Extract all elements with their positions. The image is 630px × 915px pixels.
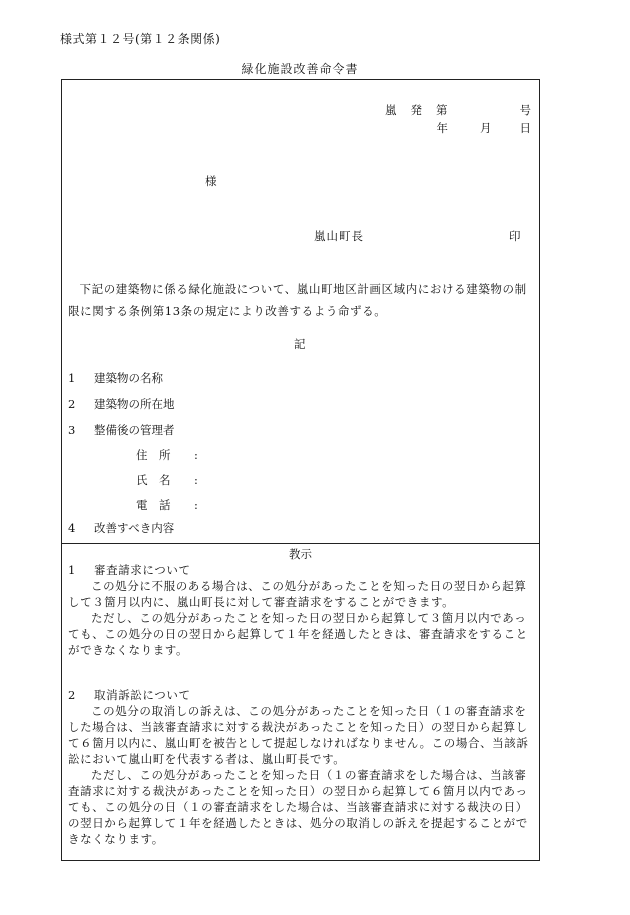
section-paragraph: この処分に不服のある場合は、この処分があったことを知った日の翌日から起算して３箇月以内に、嵐山町長に対して審査請求をすることができます。	[68, 579, 527, 609]
section-paragraph: この処分の取消しの訴えは、この処分があったことを知った日（１の審査請求をした場合は、当該審査請求に対する裁決があったことを知った日）の翌日から起算して６箇月以内に、嵐山町を被告として提起しなければなりません。この場合、当該訴訟において嵐山町を代表する者は、嵐山町長です。	[68, 704, 529, 766]
item-label: 整備後の管理者	[94, 423, 175, 437]
order-form-frame	[61, 79, 540, 861]
item-building-name	[68, 370, 163, 386]
item-label: 改善すべき内容	[94, 521, 175, 535]
addressee-suffix: 様	[205, 174, 217, 188]
instruction-section	[62, 544, 539, 860]
date-year: 年	[436, 121, 448, 135]
notice-hatsu: 発	[410, 103, 422, 117]
field-colon: :	[194, 448, 198, 462]
section-number: 2	[68, 688, 76, 702]
section-paragraph: ただし、この処分があったことを知った日（１の審査請求をした場合は、当該審査請求に対する裁決があったことを知った日）の翌日から起算して６箇月以内であっても、この処分の日（１の審査請求をした場合は、当該審査請求に対する裁決の日）の翌日から起算して１年を経過したときは、処分の取消しの訴えを提起することができなくなります。	[68, 768, 528, 846]
seal-mark: 印	[509, 229, 521, 243]
ki-heading: 記	[294, 337, 306, 351]
item-number: 4	[68, 521, 76, 535]
date-month: 月	[480, 121, 492, 135]
field-colon: :	[194, 473, 198, 487]
form-number: 様式第１２号(第１２条関係)	[60, 32, 221, 46]
section-heading-text: 取消訴訟について	[94, 688, 191, 702]
section-heading-text: 審査請求について	[94, 563, 191, 577]
field-colon: :	[194, 498, 198, 512]
field-label: 住 所	[136, 448, 171, 462]
manager-name-field	[136, 472, 198, 488]
section-paragraph: ただし、この処分があったことを知った日の翌日から起算して３箇月以内であっても、この処分の日の翌日から起算して１年を経過したときは、審査請求をすることができなくなります。	[68, 611, 528, 657]
section-heading	[68, 687, 533, 703]
item-improvement-content	[68, 520, 174, 536]
date-day: 日	[519, 121, 531, 135]
item-building-location	[68, 396, 175, 412]
item-number: 1	[68, 371, 76, 385]
order-body-text: 下記の建築物に係る緑化施設について、嵐山町地区計画区域内における建築物の制限に関する条例第13条の規定により改善するよう命ずる。	[68, 282, 527, 318]
date-line	[437, 120, 532, 136]
order-section	[62, 80, 539, 544]
section-number: 1	[68, 563, 76, 577]
item-label: 建築物の所在地	[94, 397, 175, 411]
instruction-review-request	[68, 562, 533, 658]
notice-number	[385, 102, 531, 118]
field-label: 電 話	[136, 498, 171, 512]
instruction-title: 教示	[289, 547, 312, 561]
manager-phone-field	[136, 497, 198, 513]
section-heading	[68, 562, 533, 578]
instruction-revocation-suit	[68, 687, 533, 847]
item-number: 3	[68, 423, 76, 437]
field-label: 氏 名	[136, 473, 171, 487]
item-label: 建築物の名称	[94, 371, 163, 385]
item-number: 2	[68, 397, 76, 411]
issuer-name: 嵐山町長	[314, 229, 364, 243]
notice-dai: 第	[436, 103, 448, 117]
manager-address-field	[136, 447, 198, 463]
item-manager	[68, 422, 175, 438]
document-title: 緑化施設改善命令書	[241, 62, 359, 76]
notice-prefix: 嵐	[385, 103, 397, 117]
notice-go: 号	[519, 103, 531, 117]
